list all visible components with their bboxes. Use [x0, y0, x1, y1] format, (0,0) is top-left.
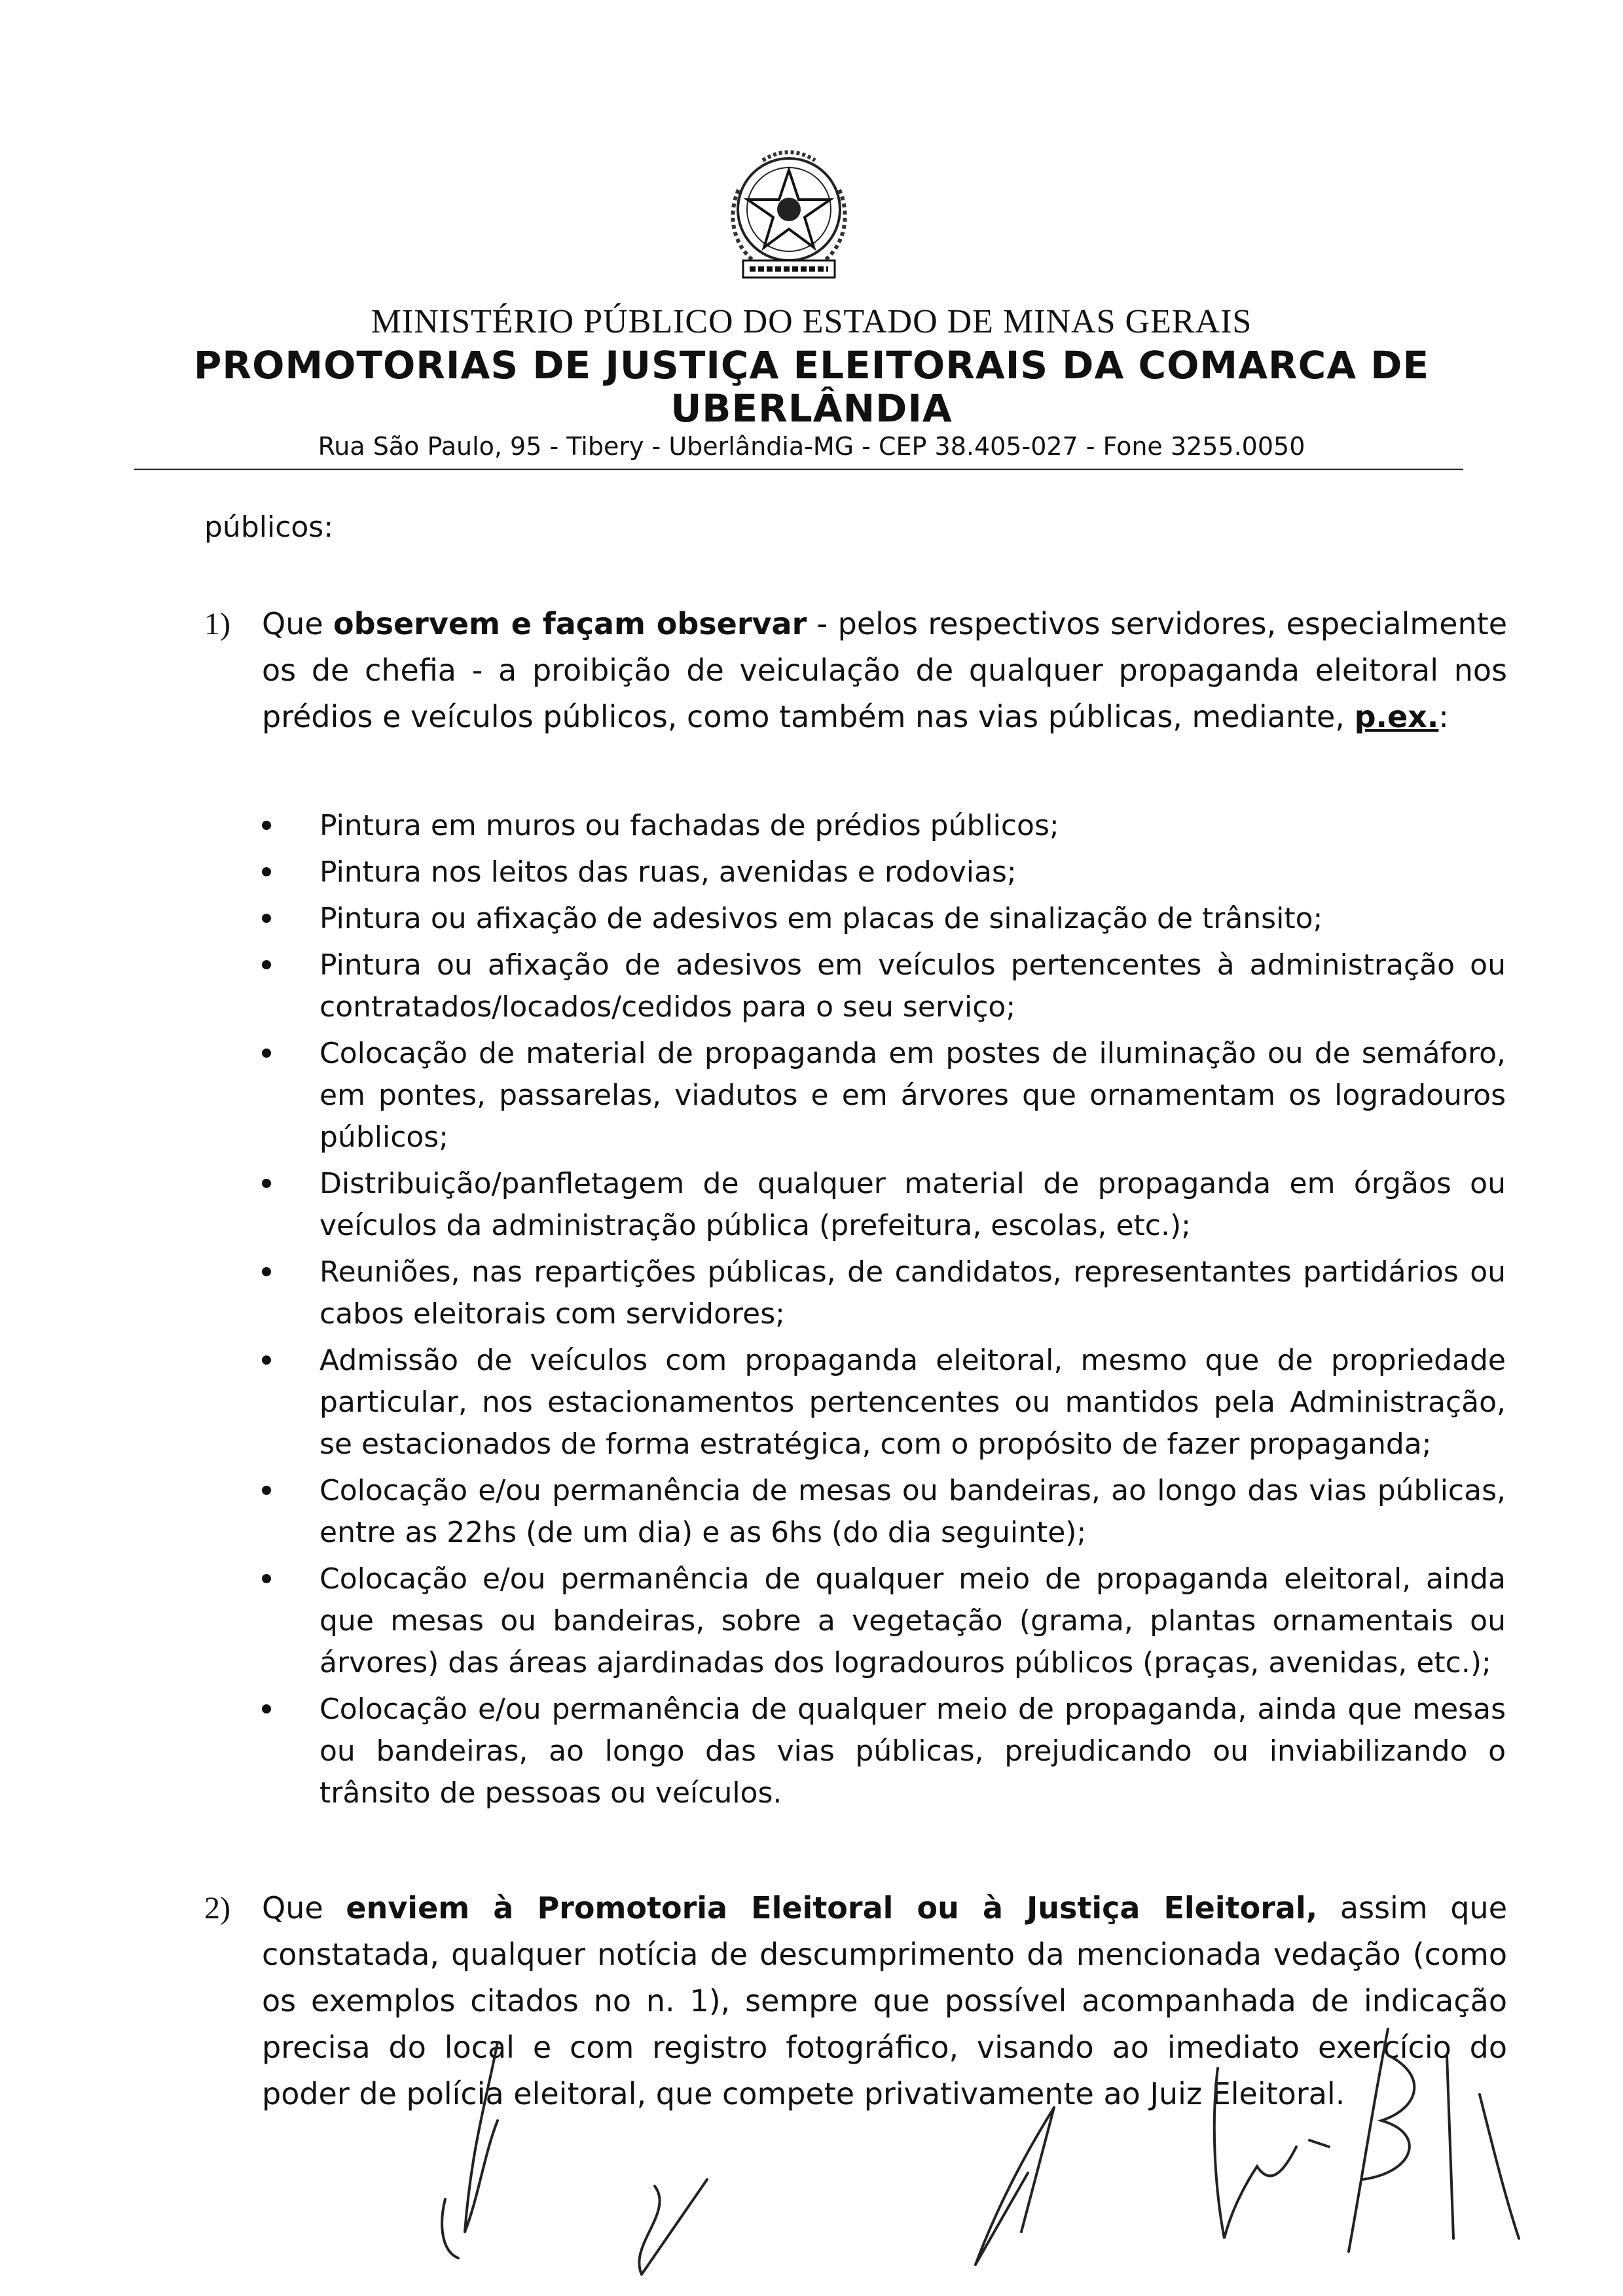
- list-item-text: Colocação e/ou permanência de qualquer meio de propaganda eleitoral, ainda que mesas ou bandeiras, sobre a vegetação (grama, plantas ornamentais ou árvores) das áreas ajardinadas dos logradouros públicos (praças, avenidas, etc.);: [319, 1562, 1506, 1679]
- item-text-part: Que: [262, 1890, 346, 1926]
- list-item: [262, 1340, 1506, 1465]
- list-item-text: Pintura ou afixação de adesivos em veículos pertencentes à administração ou contratados/locados/cedidos para o seu serviço;: [319, 948, 1506, 1024]
- item-number: 1): [204, 607, 230, 641]
- list-item-text: Colocação e/ou permanência de mesas ou bandeiras, ao longo das vias públicas, entre as 22hs (de um dia) e as 6hs (do dia seguinte);: [319, 1474, 1506, 1549]
- item-text-part: Que: [262, 606, 334, 641]
- bullet-icon: [262, 1179, 271, 1188]
- handwritten-initials-icon: [367, 2016, 1532, 2278]
- list-item: [262, 944, 1506, 1028]
- state-seal-icon: [707, 144, 871, 295]
- bullet-icon: [262, 960, 271, 969]
- list-item: [262, 1558, 1506, 1684]
- list-item-text: Pintura em muros ou fachadas de prédios públicos;: [319, 809, 1059, 842]
- bullet-icon: [262, 1267, 271, 1276]
- item-text-part: :: [1438, 699, 1449, 734]
- bullet-icon: [262, 1704, 271, 1713]
- continuation-text: públicos:: [204, 511, 334, 544]
- bullet-icon: [262, 1486, 271, 1495]
- item-text: [262, 601, 1507, 740]
- item-text-part: - pelos respectivos servidores, especialmente os de chefia - a proibição de veiculação de qualquer propaganda eleitoral nos prédios e veículos públicos, como também nas vias públicas, mediante,: [262, 606, 1507, 734]
- item-emphasis: observem e façam observar: [333, 606, 807, 641]
- list-item: [262, 1689, 1506, 1814]
- list-item: [262, 1470, 1506, 1554]
- bullet-icon: [262, 821, 271, 830]
- list-item: [262, 852, 1506, 893]
- list-item-text: Admissão de veículos com propaganda eleitoral, mesmo que de propriedade particular, nos estacionamentos pertencentes ou mantidos pela Administração, se estacionados de forma estratégica, com o propósito de fazer propaganda;: [319, 1344, 1506, 1461]
- bullet-icon: [262, 914, 271, 923]
- office-address: Rua São Paulo, 95 - Tibery - Uberlândia-MG - CEP 38.405-027 - Fone 3255.0050: [318, 432, 1305, 461]
- office-title-line-2: UBERLÂNDIA: [670, 386, 953, 431]
- list-item-text: Reuniões, nas repartições públicas, de candidatos, representantes partidários ou cabos eleitorais com servidores;: [319, 1255, 1506, 1331]
- list-item-text: Pintura ou afixação de adesivos em placas de sinalização de trânsito;: [319, 902, 1323, 935]
- bullet-icon: [262, 1355, 271, 1365]
- item-number: 2): [204, 1891, 230, 1926]
- list-item: [262, 898, 1506, 940]
- list-item: [262, 1033, 1506, 1158]
- item-emphasis: enviem à Promotoria Eleitoral ou à Justiça Eleitoral,: [346, 1890, 1318, 1926]
- bullet-icon: [262, 1049, 271, 1058]
- list-item-text: Colocação e/ou permanência de qualquer meio de propaganda, ainda que mesas ou bandeiras, ao longo das vias públicas, prejudicando ou inviabilizando o trânsito de pessoas ou veículos.: [319, 1693, 1506, 1810]
- list-item-text: Colocação de material de propaganda em postes de iluminação ou de semáforo, em pontes, passarelas, viadutos e em árvores que ornamentam os logradouros públicos;: [319, 1037, 1506, 1154]
- list-item-text: Pintura nos leitos das ruas, avenidas e rodovias;: [319, 855, 1017, 889]
- header-divider: [134, 469, 1463, 470]
- list-item: [262, 805, 1506, 847]
- office-title-line-1: PROMOTORIAS DE JUSTIÇA ELEITORAIS DA COMARCA DE: [193, 343, 1430, 387]
- list-item: [262, 1251, 1506, 1335]
- list-item: [262, 1163, 1506, 1247]
- list-item-text: Distribuição/panfletagem de qualquer material de propaganda em órgãos ou veículos da administração pública (prefeitura, escolas, etc.);: [319, 1167, 1506, 1242]
- item-abbreviation: p.ex.: [1354, 699, 1439, 734]
- ministry-name: MINISTÉRIO PÚBLICO DO ESTADO DE MINAS GERAIS: [371, 303, 1252, 340]
- numbered-item-1: [204, 601, 1507, 740]
- bullet-icon: [262, 867, 271, 876]
- bullet-icon: [262, 1574, 271, 1583]
- item-text-part: assim que constatada, qualquer notícia de descumprimento da mencionada vedação (como os exemplos citados no n. 1), sempre que possível acompanhada de indicação precisa do local e com registro fotográfico, visando ao imediato exercício do poder de polícia eleitoral, que compete privativamente ao Juiz Eleitoral.: [262, 1890, 1507, 2111]
- prohibited-practices-list: [262, 805, 1506, 1819]
